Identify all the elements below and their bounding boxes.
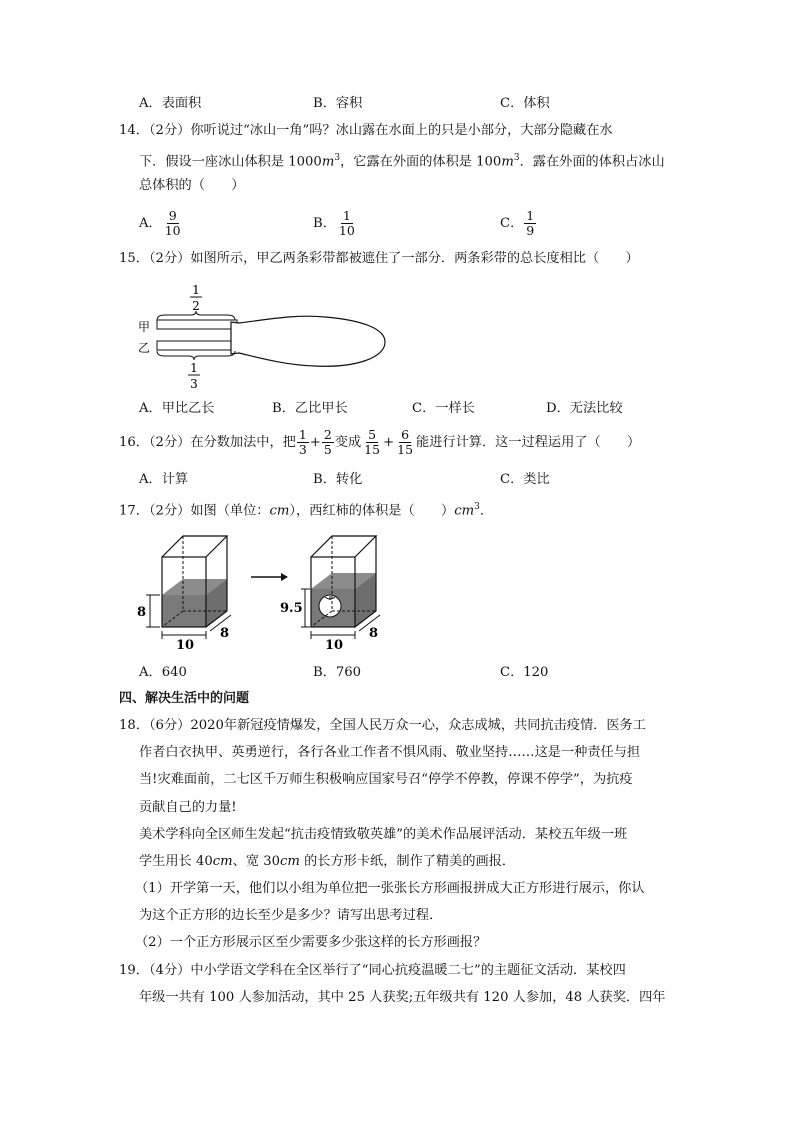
q15-option-a: A．甲比乙长: [139, 401, 215, 416]
section-heading: 四、解决生活中的问题: [119, 691, 250, 706]
q13-option-a: A．表面积: [139, 96, 202, 111]
q19-line1: 19．（4分）中小学语文学科在全区举行了“同心抗疫温暖二七”的主题征文活动．某校四: [119, 963, 626, 978]
q17-figure: [130, 528, 400, 653]
dim-depth-after: 8: [369, 626, 379, 641]
q16-option-b: B．转化: [313, 472, 363, 487]
q14-stem-line1: 14．（2分）你听说过“冰山一角”吗？冰山露在水面上的只是小部分，大部分隐藏在水: [119, 123, 613, 138]
dim-height-after: 9.5: [280, 601, 303, 616]
dim-depth-before: 8: [220, 626, 230, 641]
q16-option-a: A．计算: [139, 472, 189, 487]
q18-line5: 美术学科向全区师生发起“抗击疫情致敬英雄”的美术作品展评活动．某校五年级一班: [139, 827, 628, 842]
q15-stem: 15．（2分）如图所示，甲乙两条彩带都被遮住了一部分．两条彩带的总长度相比（ ）: [119, 251, 639, 266]
q13-option-c: C．体积: [500, 96, 550, 111]
dim-width-after: 10: [325, 638, 344, 653]
q17-stem: 17．（2分）如图（单位：cm），西红柿的体积是（ ）$cm^3$．: [119, 502, 494, 519]
q18-line1: 18．（6分）2020年新冠疫情爆发，全国人民万众一心，众志成城，共同抗击疫情．医务工: [119, 718, 646, 733]
q18-subq1-line1: （1）开学第一天，他们以小组为单位把一张张长方形画报拼成大正方形进行展示，你认: [135, 881, 645, 896]
q15-ribbon-figure: [135, 280, 395, 390]
q14-option-b: B． $\frac{1}{10}$: [313, 208, 355, 238]
ribbon-yi-label: 乙: [138, 341, 151, 355]
q15-option-d: D．无法比较: [546, 401, 623, 416]
q19-line2: 年级一共有 100 人参加活动，其中 25 人获奖;五年级共有 120 人参加，48 人获奖．四年: [139, 990, 666, 1005]
q15-option-c: C．一样长: [412, 401, 475, 416]
q14-stem-line2: 下．假设一座冰山体积是 $1000m^3$，它露在外面的体积是 $100m^3$．露在外面的体积占冰山: [139, 153, 665, 170]
q17-option-a: A．640: [139, 665, 187, 680]
q18-line3: 当!灾难面前，二七区千万师生积极响应国家号召“停学不停教，停课不停学”，为抗疫: [139, 772, 633, 787]
q14-option-a: A． $\frac{9}{10}$: [139, 208, 181, 238]
q14-option-c: C． $\frac{1}{9}$: [500, 208, 535, 238]
ribbon-bottom-fraction-den: 3: [190, 377, 198, 390]
ribbon-jia: [157, 320, 237, 329]
q18-line4: 贡献自己的力量!: [139, 800, 237, 815]
covering-hand-shape: [231, 316, 385, 366]
q13-option-b: B．容积: [313, 96, 363, 111]
container-before: [137, 536, 231, 653]
ribbon-jia-label: 甲: [138, 320, 151, 334]
q17-option-b: B．760: [313, 665, 362, 680]
q18-line2: 作者白衣执甲、英勇逆行，各行各业工作者不惧风雨、敬业坚持……这是一种责任与担: [139, 745, 641, 760]
q18-subq1-line2: 为这个正方形的边长至少是多少？请写出思考过程．: [139, 908, 443, 923]
q17-option-c: C．120: [500, 665, 549, 680]
q18-line6: 学生用长 40cm、宽 30cm 的长方形卡纸，制作了精美的画报．: [139, 854, 516, 869]
ribbon-top-fraction-num: 1: [192, 283, 200, 297]
q18-subq2: （2）一个正方形展示区至少需要多少张这样的长方形画报？: [135, 935, 487, 950]
q16-stem: 16．（2分）在分数加法中，把 $\frac{1}{3}$ + $\frac{2}{5}$ 变成 $\frac{5}{15}$ + $\frac{6}{15}$ 能进行计算．这一过程运用了（ ）: [119, 427, 641, 457]
q14-stem-line3: 总体积的（ ）: [139, 178, 245, 193]
ribbon-yi: [157, 341, 237, 350]
ribbon-bottom-fraction-num: 1: [190, 361, 198, 375]
q15-option-b: B．乙比甲长: [272, 401, 348, 416]
dim-width-before: 10: [176, 638, 195, 653]
dim-height-before: 8: [137, 605, 147, 620]
q16-option-c: C．类比: [500, 472, 550, 487]
container-after: [280, 536, 380, 653]
ribbon-top-fraction-den: 2: [192, 299, 200, 313]
